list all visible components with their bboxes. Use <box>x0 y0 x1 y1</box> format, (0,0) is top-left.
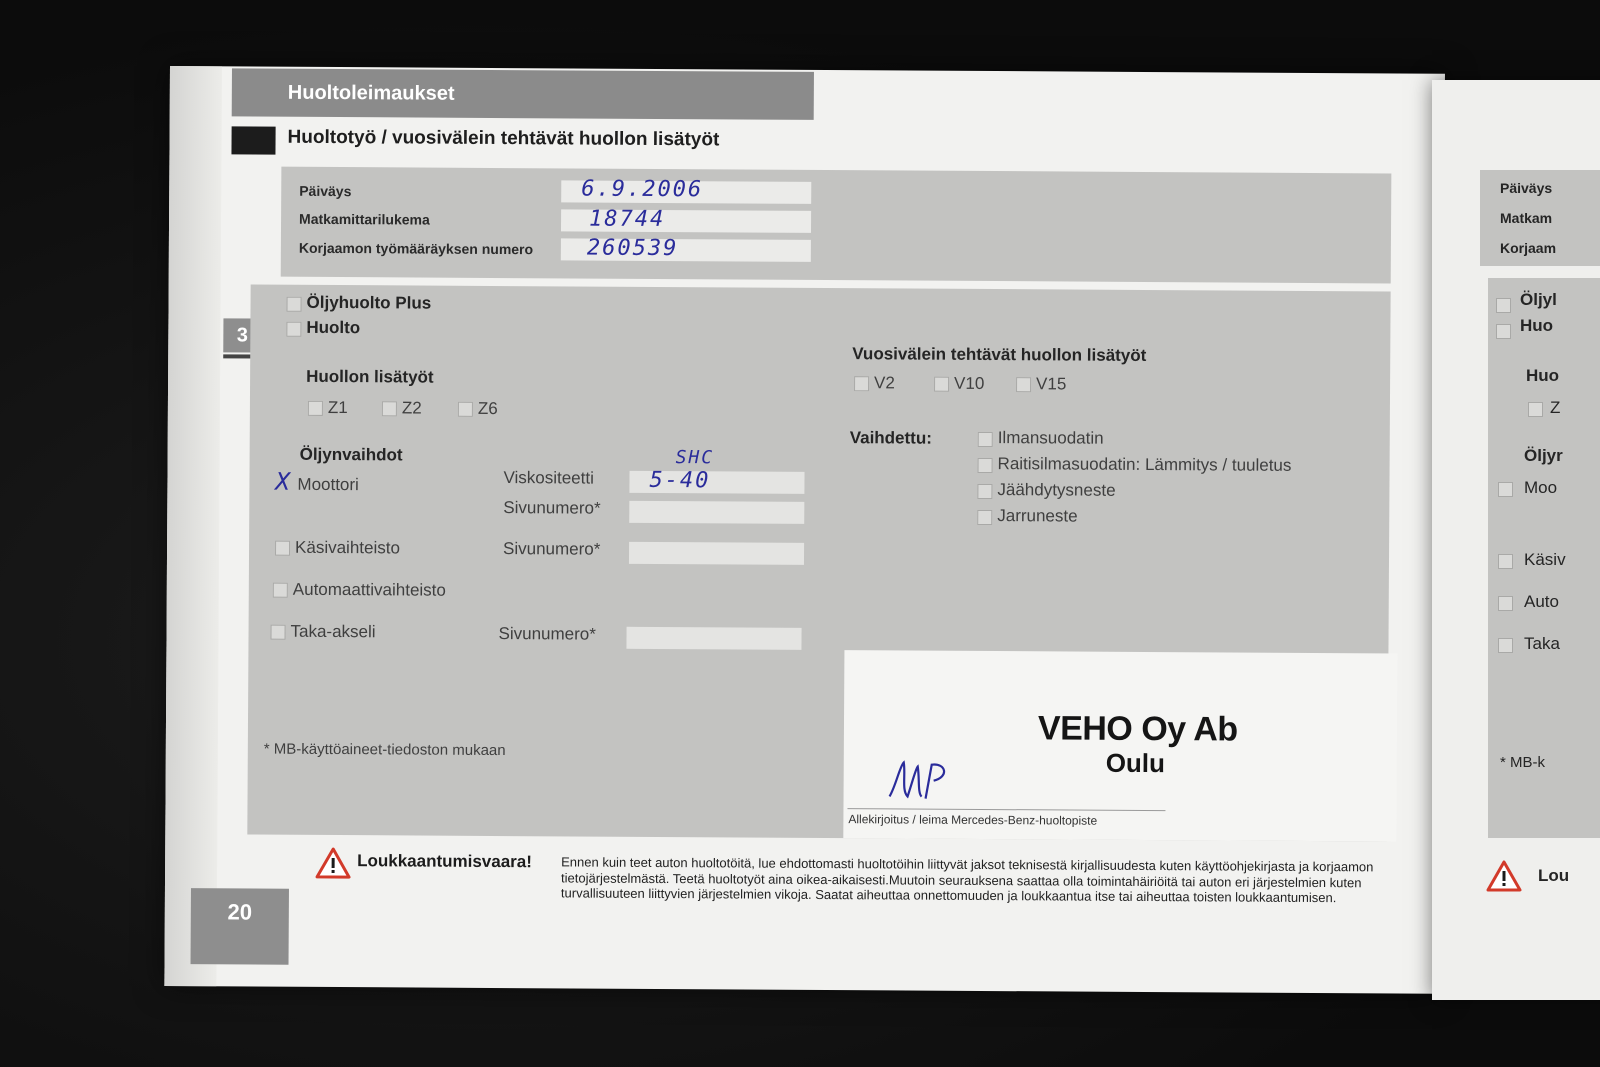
next-page-work-order-label: Korjaam <box>1500 240 1557 256</box>
engine-page-field[interactable] <box>629 501 804 524</box>
air-filter-checkbox[interactable] <box>978 432 993 447</box>
signature-caption: Allekirjoitus / leima Mercedes-Benz-huoltopiste <box>848 812 1098 828</box>
section-title: Huoltoleimaukset <box>287 81 455 105</box>
changed-label: Vaihdettu: <box>849 428 932 448</box>
next-page-checkbox-7[interactable] <box>1498 638 1513 653</box>
date-value: 6.9.2006 <box>581 176 704 203</box>
signature-line <box>847 808 1165 811</box>
v15-checkbox[interactable] <box>1016 377 1031 392</box>
footnote: * MB-käyttöaineet-tiedoston mukaan <box>263 740 506 760</box>
v10-label: V10 <box>954 373 985 393</box>
coolant-checkbox[interactable] <box>977 484 992 499</box>
brake-fluid-checkbox[interactable] <box>977 510 992 525</box>
next-page-odometer-label: Matkam <box>1500 210 1553 226</box>
page-number: 20 <box>227 899 253 925</box>
next-page-item-2: Huo <box>1520 316 1554 335</box>
service-checkbox[interactable] <box>286 322 301 337</box>
work-order-label: Korjaamon työmääräyksen numero <box>298 239 534 258</box>
page-edge <box>164 66 222 986</box>
service-plus-checkbox[interactable] <box>287 297 302 312</box>
service-booklet-page <box>164 66 1445 994</box>
next-page-item-4: Z <box>1550 398 1561 417</box>
next-page-item-5: Öljyr <box>1524 446 1563 465</box>
cabin-filter-label: Raitisilmasuodatin: Lämmitys / tuuletus <box>997 454 1292 475</box>
next-page-info-panel <box>1480 170 1600 266</box>
section-header <box>232 68 814 120</box>
v2-checkbox[interactable] <box>854 376 869 391</box>
manual-gearbox-page-label: Sivunumero* <box>503 539 601 559</box>
engine-label: Moottori <box>297 474 359 495</box>
v15-label: V15 <box>1036 374 1067 394</box>
rear-axle-checkbox[interactable] <box>270 625 285 640</box>
chapter-number: 3 <box>236 324 248 347</box>
z6-label: Z6 <box>477 398 498 419</box>
next-page-checkbox-2[interactable] <box>1496 324 1511 339</box>
automatic-gearbox-label: Automaattivaihteisto <box>292 579 446 600</box>
engine-page-label: Sivunumero* <box>503 498 601 518</box>
brake-fluid-label: Jarruneste <box>997 506 1078 526</box>
next-page-item-6: Moo <box>1524 478 1558 497</box>
next-page-form-panel <box>1488 278 1600 838</box>
dealer-city: Oulu <box>1105 747 1166 779</box>
engine-check-mark: X <box>275 467 293 496</box>
viscosity-value: 5-40 <box>649 467 711 494</box>
manual-gearbox-page-field[interactable] <box>629 542 804 565</box>
next-page-item-1: Öljyl <box>1520 290 1557 309</box>
odometer-value: 18744 <box>588 206 666 233</box>
manual-gearbox-checkbox[interactable] <box>275 541 290 556</box>
warning-text: Ennen kuin teet auton huoltotöitä, lue ehdottomasti huoltotöihin liittyvät jaksot teknisestä kirjallisuudesta kuten käyttöohjekirjasta ja korjaamon tietojärjestelmästä. Teetä huoltotyöt aina oikea-aikaisesti.Muutoin seurauksena saattaa olla toimintahäiriöitä tai auton eri järjestelmien kuten turvallisuuteen liittyvien järjestelmien vikoja. Saatat aiheuttaa onnettomuuden ja loukkaantua itse tai aiheuttaa toisten loukkaantumisen. <box>560 854 1374 906</box>
manual-gearbox-label: Käsivaihteisto <box>295 537 401 558</box>
date-label: Päiväys <box>299 182 352 200</box>
dealer-name: VEHO Oy Ab <box>1037 709 1238 749</box>
warning-triangle-icon <box>315 847 351 879</box>
z2-checkbox[interactable] <box>382 401 397 416</box>
next-page-checkbox-5[interactable] <box>1498 554 1513 569</box>
annual-title: Vuosivälein tehtävät huollon lisätyöt <box>852 344 1147 365</box>
rear-axle-page-label: Sivunumero* <box>498 624 596 644</box>
next-page-item-7: Käsiv <box>1524 550 1566 569</box>
z2-label: Z2 <box>401 398 422 418</box>
oil-changes-title: Öljynvaihdot <box>299 444 403 465</box>
dealer-stamp-box <box>843 650 1397 841</box>
z1-checkbox[interactable] <box>308 401 323 416</box>
warning-title: Loukkaantumisvaara! <box>357 851 533 872</box>
viscosity-label: Viskositeetti <box>503 468 594 488</box>
next-page-checkbox-4[interactable] <box>1498 482 1513 497</box>
page-subtitle: Huoltotyö / vuosivälein tehtävät huollon lisätyöt <box>287 126 720 151</box>
air-filter-label: Ilmansuodatin <box>997 428 1104 448</box>
signature-mark <box>887 756 957 806</box>
subtitle-marker <box>231 126 275 154</box>
page-number-box <box>191 888 289 965</box>
next-page-checkbox-6[interactable] <box>1498 596 1513 611</box>
service-label: Huolto <box>306 317 361 338</box>
next-page-item-9: Taka <box>1524 634 1560 653</box>
next-page-checkbox-3[interactable] <box>1528 402 1543 417</box>
work-order-value: 260539 <box>586 235 679 262</box>
next-page-footnote: * MB-k <box>1500 754 1545 771</box>
cabin-filter-checkbox[interactable] <box>978 458 993 473</box>
rear-axle-page-field[interactable] <box>626 627 801 650</box>
odometer-label: Matkamittarilukema <box>299 210 430 228</box>
next-page-warning-icon <box>1486 860 1522 892</box>
next-page-warning-title: Lou <box>1538 866 1570 885</box>
z6-checkbox[interactable] <box>458 402 473 417</box>
next-page-item-3: Huo <box>1526 366 1560 385</box>
extra-work-title: Huollon lisätyöt <box>306 366 434 387</box>
next-page-checkbox-1[interactable] <box>1496 298 1511 313</box>
service-info-panel <box>281 167 1392 284</box>
rear-axle-label: Taka-akseli <box>290 621 376 642</box>
v10-checkbox[interactable] <box>934 377 949 392</box>
next-page-date-label: Päiväys <box>1500 180 1553 196</box>
v2-label: V2 <box>874 373 895 393</box>
coolant-label: Jäähdytysneste <box>997 480 1116 500</box>
next-booklet-page <box>1432 80 1600 1000</box>
next-page-item-8: Auto <box>1524 592 1559 611</box>
z1-label: Z1 <box>327 397 348 418</box>
automatic-gearbox-checkbox[interactable] <box>273 583 288 598</box>
viscosity-note: SHC <box>675 447 715 469</box>
service-plus-label: Öljyhuolto Plus <box>306 292 432 313</box>
